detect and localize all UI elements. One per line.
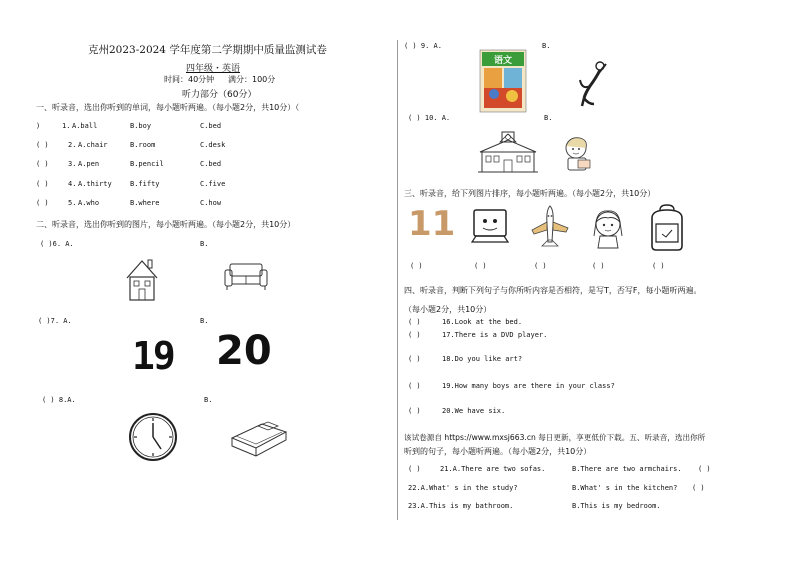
q17-text: 17.There is a DVD player. bbox=[442, 331, 548, 339]
sofa-image[interactable] bbox=[224, 262, 268, 292]
q3-option-c: C.bed bbox=[200, 160, 222, 168]
school-image[interactable] bbox=[478, 128, 538, 174]
q1-option-c: C.bed bbox=[200, 122, 222, 130]
q21-paren[interactable]: ( ) bbox=[408, 465, 421, 473]
bed-image[interactable] bbox=[228, 416, 290, 456]
listening-part-title: 听力部分（60分） bbox=[182, 90, 257, 100]
computer-image[interactable] bbox=[470, 208, 510, 248]
q18-text: 18.Do you like art? bbox=[442, 355, 523, 363]
section5-title-line2: 听到的句子，每小题听两遍。（每小题2分，共10分） bbox=[404, 447, 592, 456]
section3-title: 三、听录音，给下列图片排序，每小题听两遍。（每小题2分，共10分） bbox=[404, 189, 656, 198]
q2-num: 2. bbox=[68, 141, 77, 149]
q14-paren[interactable]: ( ) bbox=[592, 262, 605, 270]
q20-text: 20.We have six. bbox=[442, 407, 506, 415]
exam-score: 满分：100分 bbox=[228, 75, 276, 84]
section4-title: 四、听录音，判断下列句子与你所听内容是否相符，是写T，否写F，每小题听两遍。 bbox=[404, 286, 702, 295]
q2-option-b: B.room bbox=[130, 141, 156, 149]
q22-paren[interactable]: ( ) bbox=[698, 465, 711, 473]
q4-option-c: C.five bbox=[200, 180, 226, 188]
section2-title: 二、听录音，选出你听到的图片，每小题听两遍。（每小题2分，共10分） bbox=[36, 220, 296, 229]
q4-option-b: B.fifty bbox=[130, 180, 160, 188]
plane-image[interactable] bbox=[530, 204, 570, 250]
q22-option-a: 22.A.What' s in the study? bbox=[408, 484, 518, 492]
q19-text: 19.How many boys are there in your class? bbox=[442, 382, 615, 390]
q4-paren[interactable]: ( ) bbox=[36, 180, 49, 188]
q5-paren[interactable]: ( ) bbox=[36, 199, 49, 207]
q17-paren[interactable]: ( ) bbox=[408, 331, 421, 339]
q8-label[interactable]: ( ) 8.A. bbox=[42, 396, 76, 404]
girl-image[interactable] bbox=[590, 208, 626, 250]
grade-subject: 四年级・英语 bbox=[186, 64, 241, 74]
q2-paren[interactable]: ( ) bbox=[36, 141, 49, 149]
number-19-image[interactable]: 19 bbox=[132, 334, 174, 378]
q8-option-b-label: B. bbox=[204, 396, 213, 404]
section1-title: 一、听录音，选出你听到的单词，每小题听两遍。（每小题2分，共10分）（ bbox=[36, 103, 300, 112]
q12-paren[interactable]: ( ) bbox=[474, 262, 487, 270]
section4-subtitle: （每小题2分，共10分） bbox=[404, 305, 492, 314]
q18-paren[interactable]: ( ) bbox=[408, 355, 421, 363]
q16-text: 16.Look at the bed. bbox=[442, 318, 523, 326]
q22-option-b: B.What' s in the kitchen? bbox=[572, 484, 678, 492]
q1-paren[interactable]: ) bbox=[36, 122, 41, 130]
q6-label[interactable]: ( )6. A. bbox=[40, 240, 74, 248]
pe-figure-image[interactable] bbox=[578, 60, 608, 108]
q1-option-b: B.boy bbox=[130, 122, 152, 130]
number-11-image[interactable]: 11 bbox=[408, 204, 456, 244]
exam-title: 克州2023-2024 学年度第二学期期中质量监测试卷 bbox=[88, 44, 327, 56]
q23-option-b: B.This is my bedroom. bbox=[572, 502, 661, 510]
q5-option-a: A.who bbox=[78, 199, 100, 207]
q10-option-b-label: B. bbox=[544, 114, 553, 122]
q15-paren[interactable]: ( ) bbox=[652, 262, 665, 270]
q7-label[interactable]: ( )7. A. bbox=[38, 317, 72, 325]
q5-option-b: B.where bbox=[130, 199, 160, 207]
schoolbag-image[interactable] bbox=[648, 204, 686, 252]
q1-num: 1. bbox=[62, 122, 71, 130]
q13-paren[interactable]: ( ) bbox=[534, 262, 547, 270]
q1-option-a: A.ball bbox=[72, 122, 98, 130]
q11-paren[interactable]: ( ) bbox=[410, 262, 423, 270]
q9-option-b-label: B. bbox=[542, 42, 551, 50]
q5-num: 5. bbox=[68, 199, 77, 207]
q4-num: 4. bbox=[68, 180, 77, 188]
column-divider bbox=[397, 40, 398, 520]
q7-option-b-label: B. bbox=[200, 317, 209, 325]
q3-paren[interactable]: ( ) bbox=[36, 160, 49, 168]
q23-paren[interactable]: ( ) bbox=[692, 484, 705, 492]
q21-option-b: B.There are two armchairs. bbox=[572, 465, 682, 473]
q2-option-a: A.chair bbox=[78, 141, 108, 149]
q3-option-a: A.pen bbox=[78, 160, 100, 168]
house-image[interactable] bbox=[126, 258, 158, 302]
q19-paren[interactable]: ( ) bbox=[408, 382, 421, 390]
book-title: 语文 bbox=[494, 56, 513, 66]
exam-time: 时间：40分钟 bbox=[164, 75, 215, 84]
q3-option-b: B.pencil bbox=[130, 160, 164, 168]
q2-option-c: C.desk bbox=[200, 141, 226, 149]
q10-label[interactable]: ( ) 10. A. bbox=[408, 114, 451, 122]
q6-option-b-label: B. bbox=[200, 240, 209, 248]
q3-num: 3. bbox=[68, 160, 77, 168]
q4-option-a: A.thirty bbox=[78, 180, 112, 188]
number-20-image[interactable]: 20 bbox=[216, 328, 272, 374]
q9-label[interactable]: ( ) 9. A. bbox=[404, 42, 442, 50]
q21-option-a: 21.A.There are two sofas. bbox=[440, 465, 546, 473]
child-reading-image[interactable] bbox=[560, 136, 594, 172]
q23-option-a: 23.A.This is my bathroom. bbox=[408, 502, 514, 510]
q16-paren[interactable]: ( ) bbox=[408, 318, 421, 326]
clock-image[interactable] bbox=[128, 412, 178, 462]
q5-option-c: C.how bbox=[200, 199, 222, 207]
q20-paren[interactable]: ( ) bbox=[408, 407, 421, 415]
section5-title-line1: 该试卷源自 https://www.mxsj663.cn 每日更新，享更低价下载。五、听录音，选出你所 bbox=[404, 433, 706, 442]
